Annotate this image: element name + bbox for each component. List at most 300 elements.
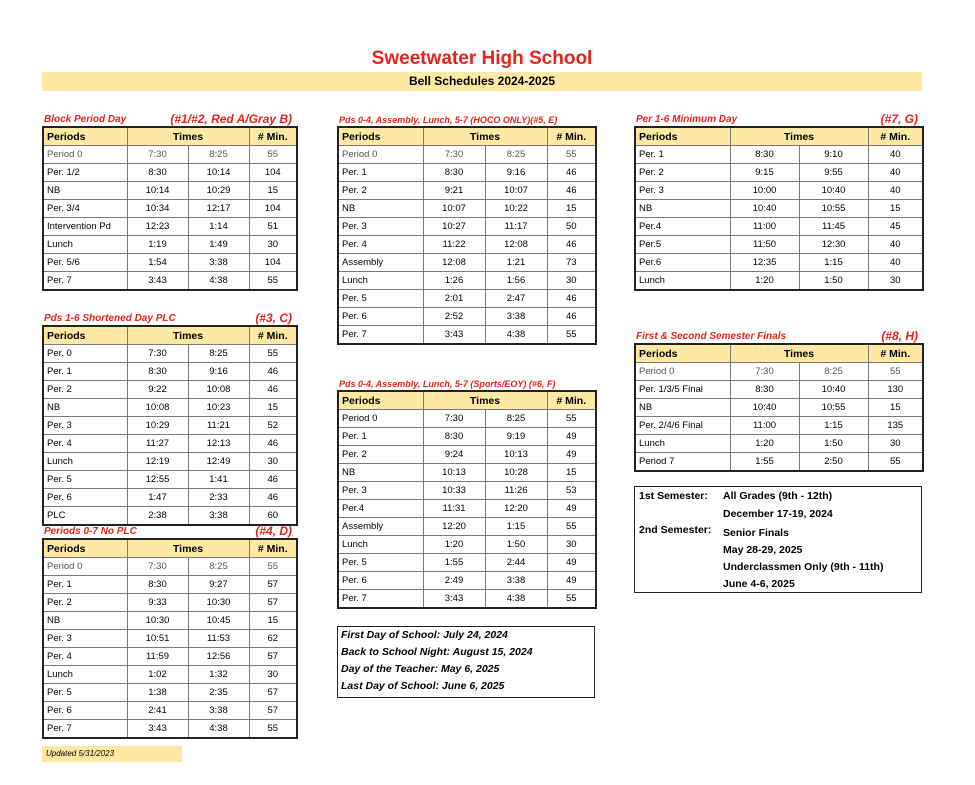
start-time: 2:41	[127, 702, 188, 720]
end-time: 3:38	[188, 254, 249, 272]
end-time: 10:28	[485, 464, 547, 482]
start-time: 7:30	[127, 558, 188, 576]
column-header-periods: Periods	[43, 539, 127, 558]
table-row	[43, 630, 297, 648]
end-time: 10:55	[799, 399, 868, 417]
period-name: Per. 3/4	[43, 200, 127, 218]
end-time: 1:49	[188, 236, 249, 254]
table-row	[43, 164, 297, 182]
column-header-times: Times	[127, 127, 249, 146]
start-time: 10:14	[127, 182, 188, 200]
table-row	[338, 446, 596, 464]
table-row	[43, 489, 297, 507]
end-time: 9:55	[799, 164, 868, 182]
period-name: Per. 5/6	[43, 254, 127, 272]
period-name: NB	[43, 399, 127, 417]
table-header-row	[338, 391, 596, 410]
table-row	[43, 381, 297, 399]
table-row	[43, 666, 297, 684]
minutes: 57	[249, 702, 297, 720]
minutes: 30	[868, 272, 923, 291]
table-row	[338, 182, 596, 200]
block-period-schedule	[42, 109, 296, 291]
minutes: 40	[868, 146, 923, 164]
table-row	[43, 720, 297, 739]
table-row	[635, 146, 923, 164]
end-time: 1:15	[799, 254, 868, 272]
end-time: 8:25	[485, 146, 547, 164]
column-header-periods: Periods	[635, 344, 730, 363]
table-row	[43, 200, 297, 218]
minutes: 15	[547, 200, 596, 218]
period-name: Per. 1	[43, 576, 127, 594]
schedule-title: Per 1-6 Minimum Day	[636, 114, 738, 125]
column-header-times: Times	[730, 344, 868, 363]
minutes: 40	[868, 182, 923, 200]
period-name: PLC	[43, 507, 127, 526]
table-row	[338, 308, 596, 326]
start-time: 7:30	[127, 345, 188, 363]
period-name: Per. 7	[338, 590, 423, 609]
start-time: 10:30	[127, 612, 188, 630]
end-time: 11:17	[485, 218, 547, 236]
minutes: 15	[547, 464, 596, 482]
schedule-table	[634, 126, 924, 291]
table-header-row	[43, 326, 297, 345]
minutes: 104	[249, 200, 297, 218]
period-name: Period 0	[43, 558, 127, 576]
table-row	[43, 236, 297, 254]
minutes: 46	[249, 471, 297, 489]
column-header-periods: Periods	[43, 127, 127, 146]
minutes: 49	[547, 500, 596, 518]
end-time: 11:53	[188, 630, 249, 648]
period-name: Per. 7	[43, 272, 127, 291]
period-name: Per. 4	[338, 236, 423, 254]
minutes: 57	[249, 594, 297, 612]
table-header-row	[338, 127, 596, 146]
period-name: Per. 1	[635, 146, 730, 164]
end-time: 12:56	[188, 648, 249, 666]
start-time: 2:52	[423, 308, 485, 326]
start-time: 1:38	[127, 684, 188, 702]
end-time: 1:56	[485, 272, 547, 290]
period-name: Lunch	[338, 272, 423, 290]
end-time: 8:25	[485, 410, 547, 428]
table-row	[43, 272, 297, 291]
period-name: Period 0	[635, 363, 730, 381]
end-time: 12:30	[799, 236, 868, 254]
end-time: 9:27	[188, 576, 249, 594]
minutes: 30	[547, 272, 596, 290]
end-time: 9:16	[188, 363, 249, 381]
period-name: Per. 7	[43, 720, 127, 739]
start-time: 10:40	[730, 200, 799, 218]
end-time: 10:40	[799, 381, 868, 399]
period-name: Per.4	[338, 500, 423, 518]
table-row	[338, 218, 596, 236]
minutes: 40	[868, 164, 923, 182]
minutes: 57	[249, 648, 297, 666]
minutes: 49	[547, 554, 596, 572]
column-header-periods: Periods	[338, 391, 423, 410]
period-name: Per. 4	[43, 648, 127, 666]
schedule-code: (#1/#2, Red A/Gray B)	[170, 112, 292, 126]
period-name: Per. 3	[635, 182, 730, 200]
minutes: 45	[868, 218, 923, 236]
minutes: 46	[249, 363, 297, 381]
table-row	[43, 363, 297, 381]
period-name: Period 7	[635, 453, 730, 472]
period-name: Lunch	[43, 453, 127, 471]
end-time: 8:25	[188, 558, 249, 576]
minutes: 46	[547, 164, 596, 182]
start-time: 1:02	[127, 666, 188, 684]
minutes: 15	[249, 612, 297, 630]
table-row	[338, 464, 596, 482]
start-time: 11:22	[423, 236, 485, 254]
schedule-title: Pds 0-4, Assembly, Lunch, 5-7 (HOCO ONLY)(#5, E)	[339, 115, 558, 125]
table-row	[635, 236, 923, 254]
schedule-table	[42, 538, 298, 739]
period-name: Lunch	[43, 236, 127, 254]
start-time: 11:00	[730, 218, 799, 236]
minutes: 49	[547, 428, 596, 446]
period-name: NB	[338, 464, 423, 482]
start-time: 1:20	[423, 536, 485, 554]
end-time: 3:38	[485, 308, 547, 326]
minutes: 53	[547, 482, 596, 500]
end-time: 11:45	[799, 218, 868, 236]
table-row	[338, 518, 596, 536]
start-time: 10:00	[730, 182, 799, 200]
period-name: Per.4	[635, 218, 730, 236]
schedule-code: (#3, C)	[255, 311, 292, 325]
start-time: 9:24	[423, 446, 485, 464]
period-name: Per. 5	[43, 684, 127, 702]
end-time: 12:49	[188, 453, 249, 471]
period-name: Per. 3	[338, 218, 423, 236]
table-header-row	[635, 127, 923, 146]
table-row	[43, 684, 297, 702]
end-time: 4:38	[485, 326, 547, 345]
schedule-title: Pds 1-6 Shortened Day PLC	[44, 313, 176, 324]
end-time: 8:25	[799, 363, 868, 381]
schedule-code: (#8, H)	[881, 329, 918, 343]
table-row	[43, 612, 297, 630]
table-row	[43, 576, 297, 594]
period-name: Lunch	[43, 666, 127, 684]
table-row	[338, 428, 596, 446]
period-name: Intervention Pd	[43, 218, 127, 236]
minutes: 57	[249, 684, 297, 702]
schedule-title: Block Period Day	[44, 114, 127, 125]
end-time: 1:50	[485, 536, 547, 554]
table-row	[338, 272, 596, 290]
end-time: 10:55	[799, 200, 868, 218]
end-time: 11:21	[188, 417, 249, 435]
start-time: 2:01	[423, 290, 485, 308]
end-time: 10:22	[485, 200, 547, 218]
minutes: 15	[868, 200, 923, 218]
column-header-periods: Periods	[635, 127, 730, 146]
table-row	[338, 236, 596, 254]
period-name: Assembly	[338, 518, 423, 536]
start-time: 7:30	[127, 146, 188, 164]
end-time: 3:38	[188, 702, 249, 720]
minutes: 49	[547, 572, 596, 590]
start-time: 12:19	[127, 453, 188, 471]
start-time: 8:30	[730, 146, 799, 164]
schedule-title: First & Second Semester Finals	[636, 331, 787, 342]
key-date-back-to-school: Back to School Night: August 15, 2024	[341, 646, 533, 658]
minutes: 130	[868, 381, 923, 399]
table-row	[338, 146, 596, 164]
minutes: 55	[868, 453, 923, 472]
minutes: 55	[547, 410, 596, 428]
end-time: 8:25	[188, 345, 249, 363]
start-time: 8:30	[127, 363, 188, 381]
start-time: 12:20	[423, 518, 485, 536]
end-time: 2:44	[485, 554, 547, 572]
minutes: 46	[547, 236, 596, 254]
minutes: 55	[868, 363, 923, 381]
start-time: 1:55	[730, 453, 799, 472]
schedule-table	[42, 126, 298, 291]
start-time: 9:22	[127, 381, 188, 399]
key-dates-box	[337, 626, 595, 698]
end-time: 4:38	[485, 590, 547, 609]
period-name: NB	[635, 399, 730, 417]
minutes: 30	[249, 236, 297, 254]
no-plc-schedule	[42, 521, 296, 739]
table-row	[635, 363, 923, 381]
start-time: 2:49	[423, 572, 485, 590]
start-time: 8:30	[127, 576, 188, 594]
schedule-code: (#4, D)	[255, 524, 292, 538]
hoco-schedule	[337, 109, 595, 345]
first-semester-dates: December 17-19, 2024	[723, 508, 833, 520]
end-time: 2:47	[485, 290, 547, 308]
end-time: 1:14	[188, 218, 249, 236]
column-header-periods: Periods	[43, 326, 127, 345]
minutes: 15	[868, 399, 923, 417]
end-time: 10:13	[485, 446, 547, 464]
period-name: NB	[338, 200, 423, 218]
table-row	[635, 272, 923, 291]
period-name: Per. 6	[43, 489, 127, 507]
period-name: Per.6	[635, 254, 730, 272]
minutes: 51	[249, 218, 297, 236]
table-row	[338, 572, 596, 590]
minutes: 55	[547, 518, 596, 536]
schedule-table	[42, 325, 298, 526]
column-header-times: Times	[423, 391, 547, 410]
first-semester-grades: All Grades (9th - 12th)	[723, 490, 833, 502]
end-time: 9:16	[485, 164, 547, 182]
start-time: 1:19	[127, 236, 188, 254]
end-time: 10:23	[188, 399, 249, 417]
period-name: Period 0	[43, 146, 127, 164]
table-row	[338, 164, 596, 182]
column-header-times: Times	[127, 539, 249, 558]
minimum-day-schedule	[634, 109, 922, 291]
start-time: 10:27	[423, 218, 485, 236]
end-time: 10:40	[799, 182, 868, 200]
minutes: 55	[547, 146, 596, 164]
period-name: Per. 0	[43, 345, 127, 363]
minutes: 55	[249, 272, 297, 291]
table-row	[43, 702, 297, 720]
end-time: 12:20	[485, 500, 547, 518]
start-time: 10:07	[423, 200, 485, 218]
period-name: Per. 6	[338, 308, 423, 326]
schedule-title: Pds 0-4, Assembly, Lunch, 5-7 (Sports/EOY) (#6, F)	[339, 379, 556, 389]
start-time: 3:43	[127, 720, 188, 739]
start-time: 7:30	[423, 146, 485, 164]
period-name: Per. 2	[338, 182, 423, 200]
period-name: Per. 3	[43, 630, 127, 648]
period-name: NB	[43, 612, 127, 630]
schedule-table	[337, 390, 597, 609]
period-name: Per. 3	[338, 482, 423, 500]
minutes: 30	[249, 453, 297, 471]
start-time: 3:43	[423, 590, 485, 609]
period-name: Lunch	[635, 272, 730, 291]
schedule-table	[337, 126, 597, 345]
first-semester-label: 1st Semester:	[639, 490, 708, 502]
end-time: 10:29	[188, 182, 249, 200]
start-time: 1:54	[127, 254, 188, 272]
minutes: 73	[547, 254, 596, 272]
period-name: Per. 1	[338, 164, 423, 182]
end-time: 1:15	[485, 518, 547, 536]
start-time: 11:27	[127, 435, 188, 453]
period-name: Per. 1	[338, 428, 423, 446]
table-row	[635, 182, 923, 200]
period-name: Per.5	[635, 236, 730, 254]
table-row	[338, 290, 596, 308]
column-header-min: # Min.	[547, 391, 596, 410]
minutes: 30	[249, 666, 297, 684]
end-time: 4:38	[188, 720, 249, 739]
shortened-plc-schedule	[42, 308, 296, 526]
start-time: 12:35	[730, 254, 799, 272]
end-time: 1:50	[799, 435, 868, 453]
table-row	[43, 594, 297, 612]
table-row	[338, 590, 596, 609]
period-name: Per. 2	[43, 594, 127, 612]
start-time: 2:38	[127, 507, 188, 526]
start-time: 3:43	[423, 326, 485, 345]
schedule-code: (#7, G)	[880, 112, 918, 126]
period-name: Per. 5	[338, 290, 423, 308]
second-semester-label: 2nd Semester:	[639, 524, 712, 536]
minutes: 30	[547, 536, 596, 554]
table-row	[338, 200, 596, 218]
minutes: 55	[249, 345, 297, 363]
start-time: 10:08	[127, 399, 188, 417]
period-name: Assembly	[338, 254, 423, 272]
start-time: 8:30	[730, 381, 799, 399]
column-header-times: Times	[423, 127, 547, 146]
end-time: 9:10	[799, 146, 868, 164]
minutes: 55	[249, 720, 297, 739]
end-time: 10:08	[188, 381, 249, 399]
start-time: 10:51	[127, 630, 188, 648]
minutes: 46	[249, 435, 297, 453]
end-time: 10:14	[188, 164, 249, 182]
table-row	[635, 435, 923, 453]
minutes: 49	[547, 446, 596, 464]
end-time: 1:41	[188, 471, 249, 489]
sports-schedule	[337, 373, 595, 609]
minutes: 30	[868, 435, 923, 453]
column-header-min: # Min.	[249, 127, 297, 146]
start-time: 1:20	[730, 272, 799, 291]
minutes: 15	[249, 399, 297, 417]
table-row	[43, 471, 297, 489]
column-header-min: # Min.	[547, 127, 596, 146]
table-header-row	[635, 344, 923, 363]
table-row	[43, 435, 297, 453]
minutes: 55	[547, 590, 596, 609]
minutes: 50	[547, 218, 596, 236]
period-name: Per. 5	[43, 471, 127, 489]
period-name: Lunch	[338, 536, 423, 554]
minutes: 46	[547, 182, 596, 200]
period-name: Per. 1	[43, 363, 127, 381]
start-time: 12:55	[127, 471, 188, 489]
period-name: Per. 2	[43, 381, 127, 399]
schedule-title: Periods 0-7 No PLC	[44, 526, 137, 537]
start-time: 7:30	[730, 363, 799, 381]
period-name: NB	[635, 200, 730, 218]
column-header-min: # Min.	[249, 326, 297, 345]
table-row	[43, 453, 297, 471]
key-date-first-day: First Day of School: July 24, 2024	[341, 629, 508, 641]
table-row	[635, 399, 923, 417]
period-name: Per. 5	[338, 554, 423, 572]
end-time: 10:30	[188, 594, 249, 612]
table-row	[43, 417, 297, 435]
period-name: Period 0	[338, 146, 423, 164]
end-time: 10:07	[485, 182, 547, 200]
column-header-min: # Min.	[868, 127, 923, 146]
page-subtitle: Bell Schedules 2024-2025	[42, 72, 922, 91]
key-date-last-day: Last Day of School: June 6, 2025	[341, 680, 505, 692]
table-header-row	[43, 539, 297, 558]
end-time: 1:15	[799, 417, 868, 435]
start-time: 7:30	[423, 410, 485, 428]
key-date-teacher-day: Day of the Teacher: May 6, 2025	[341, 663, 500, 675]
semester-finals-box	[634, 486, 922, 593]
period-name: Per. 1/3/5 Final	[635, 381, 730, 399]
start-time: 12:08	[423, 254, 485, 272]
start-time: 10:34	[127, 200, 188, 218]
table-row	[338, 254, 596, 272]
table-row	[635, 164, 923, 182]
period-name: Period 0	[338, 410, 423, 428]
table-row	[338, 554, 596, 572]
table-row	[43, 399, 297, 417]
start-time: 11:59	[127, 648, 188, 666]
minutes: 57	[249, 576, 297, 594]
start-time: 1:20	[730, 435, 799, 453]
end-time: 12:17	[188, 200, 249, 218]
start-time: 9:21	[423, 182, 485, 200]
minutes: 40	[868, 236, 923, 254]
